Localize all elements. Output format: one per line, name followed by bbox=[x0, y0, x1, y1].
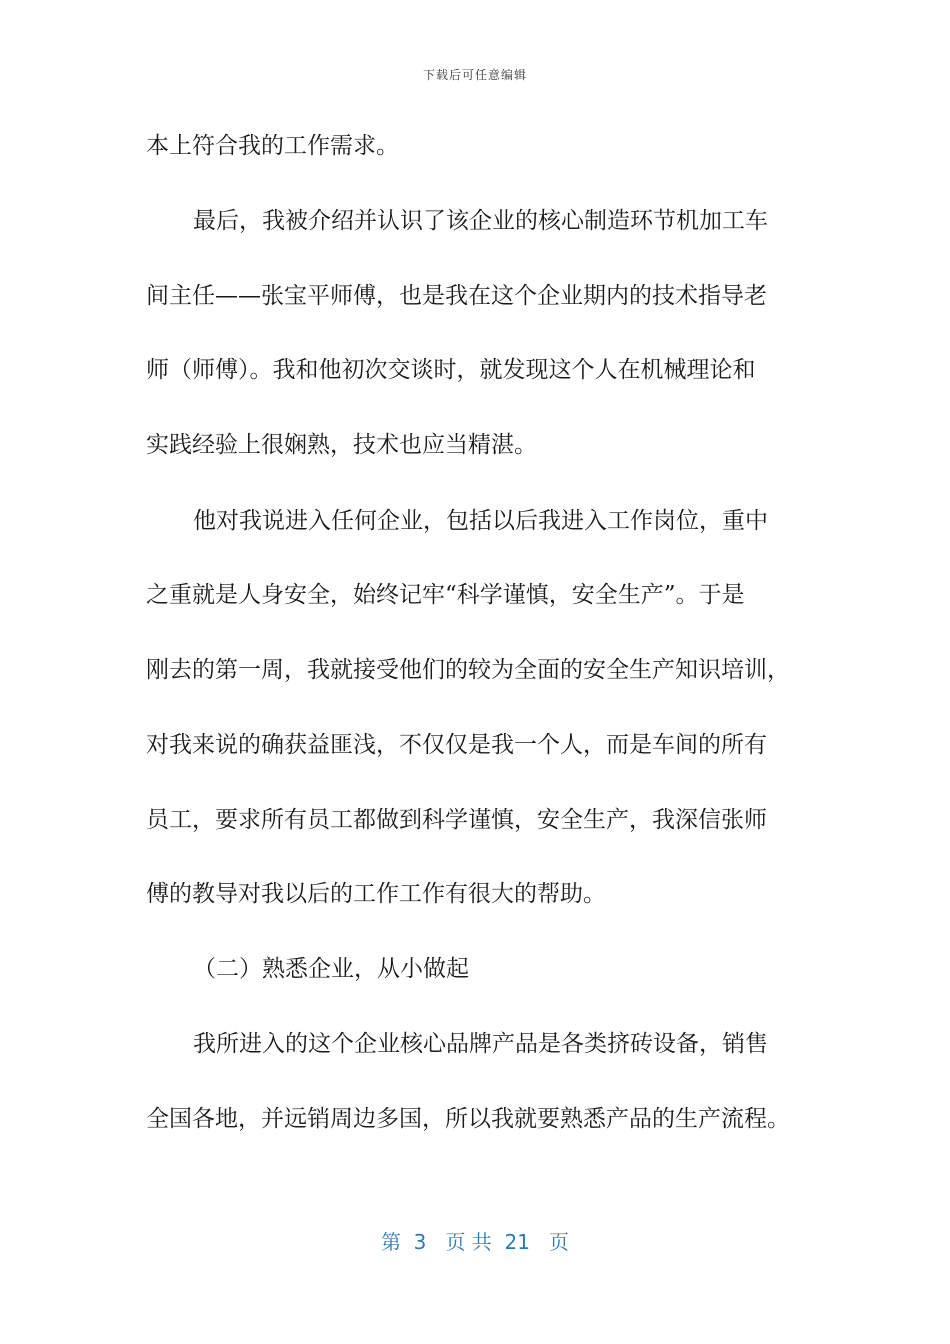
text-line: 刚去的第一周，我就接受他们的较为全面的安全生产知识培训， bbox=[146, 657, 790, 683]
text-line: 师（师傅）。我和他初次交谈时，就发现这个人在机械理论和 bbox=[146, 357, 756, 383]
text-line: 我所进入的这个企业核心品牌产品是各类挤砖设备，销售 bbox=[193, 1031, 768, 1057]
header-note: 下载后可任意编辑 bbox=[422, 68, 527, 82]
text-line: 实践经验上很娴熟，技术也应当精湛。 bbox=[146, 432, 537, 458]
text-line: 本上符合我的工作需求。 bbox=[146, 133, 399, 159]
text-line: 最后，我被介绍并认识了该企业的核心制造环节机加工车 bbox=[193, 208, 768, 234]
page-number-footer: 第 3 页 共 21 页 bbox=[380, 1230, 570, 1254]
text-line: 全国各地，并远销周边多国，所以我就要熟悉产品的生产流程。 bbox=[146, 1106, 790, 1132]
section-heading: （二）熟悉企业，从小做起 bbox=[193, 956, 469, 982]
text-line: 间主任——张宝平师傅，也是我在这个企业期内的技术指导老 bbox=[146, 283, 767, 309]
text-line: 对我来说的确获益匪浅，不仅仅是我一个人，而是车间的所有 bbox=[146, 732, 767, 758]
text-line: 员工，要求所有员工都做到科学谨慎，安全生产，我深信张师 bbox=[146, 807, 767, 833]
text-line: 傅的教导对我以后的工作工作有很大的帮助。 bbox=[146, 881, 606, 907]
text-line: 他对我说进入任何企业，包括以后我进入工作岗位，重中 bbox=[193, 508, 768, 534]
text-line: 之重就是人身安全，始终记牢“科学谨慎，安全生产”。于是 bbox=[146, 582, 745, 608]
